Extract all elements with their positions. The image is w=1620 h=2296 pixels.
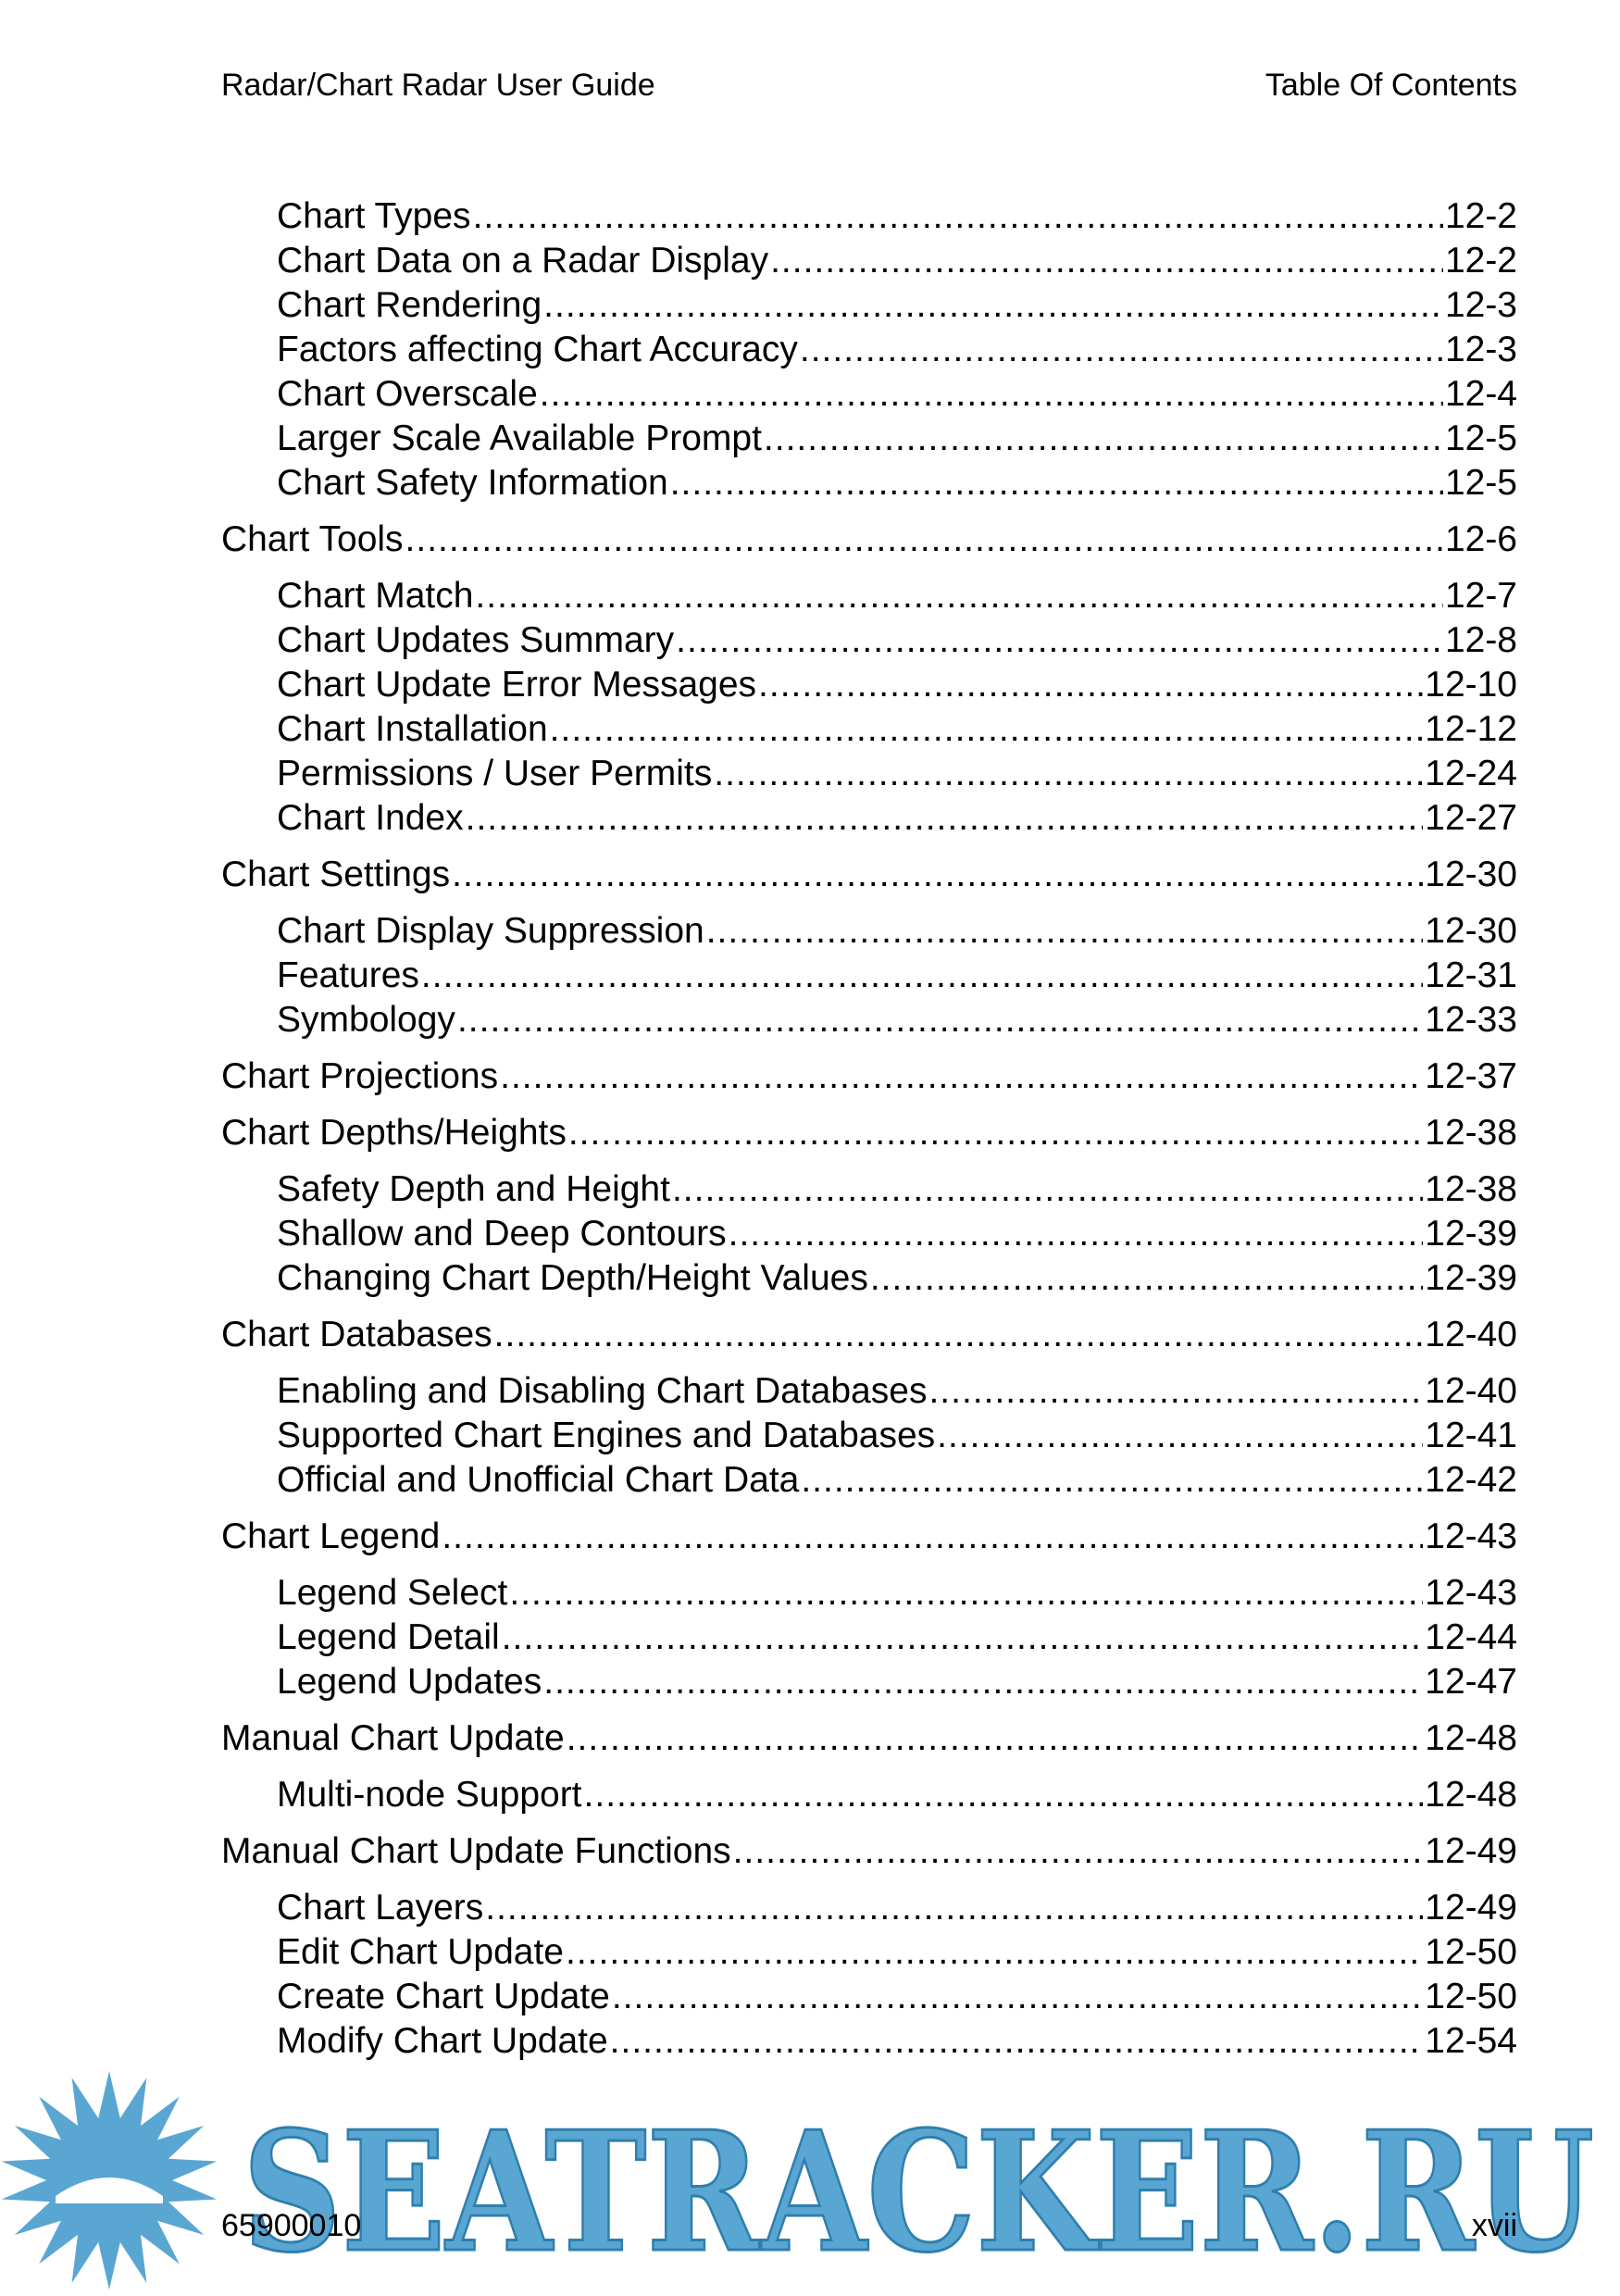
toc-entry[interactable] (221, 1515, 1517, 1559)
toc-entry-title: Larger Scale Available Prompt (277, 418, 762, 458)
toc-entry-page: 12-39 (1425, 1214, 1517, 1254)
watermark (0, 2065, 1620, 2296)
toc-entry-page: 12-48 (1425, 1775, 1517, 1815)
toc-dot-leader (610, 2019, 1424, 2064)
toc-entry-page: 12-7 (1444, 576, 1517, 616)
toc-entry-page: 12-42 (1425, 1460, 1517, 1500)
toc-entry-title: Features (277, 955, 419, 995)
toc-entry-page: 12-43 (1425, 1516, 1517, 1556)
toc-entry-title: Changing Chart Depth/Height Values (277, 1258, 868, 1298)
toc-dot-leader (543, 283, 1443, 328)
toc-entry-title: Chart Databases (221, 1315, 492, 1354)
toc-dot-leader (473, 194, 1443, 239)
toc-entry-title: Chart Safety Information (277, 463, 668, 503)
toc-dot-leader (500, 1054, 1423, 1099)
toc-dot-leader (758, 663, 1423, 707)
toc-entry[interactable] (221, 1313, 1517, 1357)
toc-entry-page: 12-30 (1425, 911, 1517, 951)
toc-entry[interactable] (221, 1886, 1517, 1930)
toc-dot-leader (566, 1930, 1423, 1975)
toc-dot-leader (568, 1111, 1423, 1155)
table-of-contents (221, 194, 1517, 2064)
toc-entry[interactable] (221, 2019, 1517, 2064)
toc-entry-title: Chart Rendering (277, 285, 542, 325)
toc-entry[interactable] (221, 796, 1517, 841)
toc-entry[interactable] (221, 618, 1517, 663)
toc-dot-leader (764, 417, 1443, 461)
toc-dot-leader (421, 954, 1423, 998)
toc-dot-leader (494, 1313, 1424, 1357)
toc-entry-title: Legend Detail (277, 1617, 500, 1657)
toc-dot-leader (550, 707, 1424, 752)
toc-entry[interactable] (221, 853, 1517, 897)
toc-entry[interactable] (221, 663, 1517, 707)
toc-entry-title: Create Chart Update (277, 1977, 610, 2016)
toc-entry-page: 12-27 (1425, 798, 1517, 838)
toc-entry-page: 12-37 (1425, 1056, 1517, 1096)
toc-entry[interactable] (221, 1167, 1517, 1212)
toc-entry[interactable] (221, 1111, 1517, 1155)
toc-dot-leader (452, 853, 1423, 897)
toc-dot-leader (405, 518, 1443, 562)
toc-entry[interactable] (221, 998, 1517, 1042)
toc-entry[interactable] (221, 1054, 1517, 1099)
toc-entry-title: Factors affecting Chart Accuracy (277, 330, 798, 369)
toc-entry-title: Modify Chart Update (277, 2021, 608, 2061)
toc-entry-page: 12-39 (1425, 1258, 1517, 1298)
toc-entry[interactable] (221, 1256, 1517, 1301)
toc-entry-title: Safety Depth and Height (277, 1169, 670, 1209)
toc-dot-leader (801, 1458, 1423, 1503)
toc-entry[interactable] (221, 1571, 1517, 1616)
toc-entry[interactable] (221, 1616, 1517, 1660)
toc-entry-page: 12-38 (1425, 1169, 1517, 1209)
toc-entry-page: 12-4 (1444, 374, 1517, 414)
toc-entry-page: 12-40 (1425, 1371, 1517, 1411)
toc-dot-leader (729, 1212, 1424, 1256)
toc-dot-leader (466, 796, 1424, 841)
toc-entry-title: Edit Chart Update (277, 1932, 565, 1972)
toc-entry-page: 12-2 (1444, 196, 1517, 236)
toc-dot-leader (733, 1829, 1424, 1874)
toc-entry-page: 12-31 (1425, 955, 1517, 995)
toc-entry-page: 12-3 (1444, 285, 1517, 325)
toc-dot-leader (457, 998, 1423, 1042)
toc-entry-page: 12-41 (1425, 1416, 1517, 1455)
toc-entry[interactable] (221, 707, 1517, 752)
toc-entry[interactable] (221, 1930, 1517, 1975)
toc-entry[interactable] (221, 954, 1517, 998)
toc-dot-leader (870, 1256, 1423, 1301)
toc-entry-title: Legend Updates (277, 1662, 542, 1702)
toc-dot-leader (502, 1616, 1424, 1660)
toc-entry-title: Official and Unofficial Chart Data (277, 1460, 800, 1500)
toc-entry[interactable] (221, 752, 1517, 796)
toc-dot-leader (800, 328, 1443, 372)
footer-document-number: 65900010 (221, 2208, 362, 2243)
toc-entry-page: 12-50 (1425, 1932, 1517, 1972)
footer-page-number: xvii (1471, 2208, 1517, 2243)
toc-entry-title: Chart Installation (277, 709, 548, 749)
toc-entry-title: Chart Settings (221, 855, 451, 894)
toc-entry-title: Symbology (277, 1000, 455, 1040)
header-section-title: Table Of Contents (1265, 68, 1517, 103)
toc-entry-title: Chart Types (277, 196, 471, 236)
toc-entry-title: Chart Tools (221, 519, 404, 559)
toc-entry-page: 12-50 (1425, 1977, 1517, 2016)
toc-entry-title: Legend Select (277, 1573, 508, 1613)
toc-entry-page: 12-49 (1425, 1831, 1517, 1871)
toc-entry[interactable] (221, 1660, 1517, 1704)
toc-entry-page: 12-6 (1444, 519, 1517, 559)
toc-dot-leader (706, 909, 1424, 954)
toc-entry-title: Manual Chart Update Functions (221, 1831, 731, 1871)
toc-dot-leader (485, 1886, 1423, 1930)
toc-entry[interactable] (221, 1369, 1517, 1414)
toc-entry[interactable] (221, 518, 1517, 562)
toc-entry[interactable] (221, 1414, 1517, 1458)
toc-entry-page: 12-38 (1425, 1113, 1517, 1153)
toc-entry-title: Supported Chart Engines and Databases (277, 1416, 936, 1455)
toc-entry-page: 12-48 (1425, 1718, 1517, 1758)
toc-entry-page: 12-30 (1425, 855, 1517, 894)
toc-entry-title: Chart Match (277, 576, 474, 616)
toc-entry-page: 12-33 (1425, 1000, 1517, 1040)
toc-entry-title: Shallow and Deep Contours (277, 1214, 727, 1254)
toc-entry[interactable] (221, 461, 1517, 505)
toc-entry-page: 12-44 (1425, 1617, 1517, 1657)
toc-entry-page: 12-12 (1425, 709, 1517, 749)
toc-entry[interactable] (221, 239, 1517, 283)
toc-dot-leader (612, 1975, 1423, 2019)
toc-entry-page: 12-8 (1444, 620, 1517, 660)
toc-dot-leader (676, 618, 1443, 663)
toc-entry-page: 12-54 (1425, 2021, 1517, 2061)
toc-dot-leader (567, 1716, 1424, 1761)
toc-entry-title: Chart Data on a Radar Display (277, 241, 769, 281)
sun-logo-icon (2, 2071, 217, 2290)
toc-dot-leader (937, 1414, 1423, 1458)
toc-entry-page: 12-40 (1425, 1315, 1517, 1354)
toc-dot-leader (584, 1773, 1424, 1817)
toc-dot-leader (670, 461, 1443, 505)
toc-entry[interactable] (221, 417, 1517, 461)
toc-dot-leader (540, 372, 1443, 417)
toc-dot-leader (442, 1515, 1423, 1559)
toc-entry-title: Enabling and Disabling Chart Databases (277, 1371, 928, 1411)
toc-entry-title: Chart Projections (221, 1056, 499, 1096)
toc-entry-title: Chart Overscale (277, 374, 538, 414)
toc-entry[interactable] (221, 1716, 1517, 1761)
toc-entry-title: Chart Updates Summary (277, 620, 675, 660)
toc-entry-title: Chart Layers (277, 1888, 484, 1928)
toc-entry-title: Manual Chart Update (221, 1718, 565, 1758)
toc-entry-title: Chart Update Error Messages (277, 665, 757, 705)
toc-entry-page: 12-3 (1444, 330, 1517, 369)
toc-entry[interactable] (221, 1975, 1517, 2019)
toc-entry-title: Chart Index (277, 798, 464, 838)
toc-entry[interactable] (221, 328, 1517, 372)
toc-dot-leader (475, 574, 1443, 618)
toc-entry[interactable] (221, 283, 1517, 328)
toc-entry[interactable] (221, 909, 1517, 954)
watermark-text: SEATRACKER.RU (243, 2095, 1594, 2289)
toc-dot-leader (509, 1571, 1423, 1616)
toc-entry[interactable] (221, 194, 1517, 239)
toc-entry-page: 12-24 (1425, 754, 1517, 793)
toc-entry-title: Chart Legend (221, 1516, 441, 1556)
toc-entry-page: 12-5 (1444, 418, 1517, 458)
toc-entry[interactable] (221, 1773, 1517, 1817)
toc-entry[interactable] (221, 1212, 1517, 1256)
toc-entry-page: 12-10 (1425, 665, 1517, 705)
header-document-title: Radar/Chart Radar User Guide (221, 68, 655, 103)
toc-entry-title: Chart Depths/Heights (221, 1113, 567, 1153)
toc-entry-page: 12-43 (1425, 1573, 1517, 1613)
toc-dot-leader (672, 1167, 1423, 1212)
toc-dot-leader (543, 1660, 1423, 1704)
toc-entry[interactable] (221, 574, 1517, 618)
toc-entry-title: Multi-node Support (277, 1775, 582, 1815)
toc-dot-leader (928, 1369, 1423, 1414)
toc-entry-page: 12-2 (1444, 241, 1517, 281)
toc-dot-leader (714, 752, 1423, 796)
toc-entry[interactable] (221, 1458, 1517, 1503)
toc-entry-page: 12-49 (1425, 1888, 1517, 1928)
toc-dot-leader (770, 239, 1443, 283)
toc-entry-page: 12-5 (1444, 463, 1517, 503)
toc-entry[interactable] (221, 1829, 1517, 1874)
toc-entry-page: 12-47 (1425, 1662, 1517, 1702)
toc-entry-title: Chart Display Suppression (277, 911, 704, 951)
toc-entry-title: Permissions / User Permits (277, 754, 713, 793)
toc-entry[interactable] (221, 372, 1517, 417)
